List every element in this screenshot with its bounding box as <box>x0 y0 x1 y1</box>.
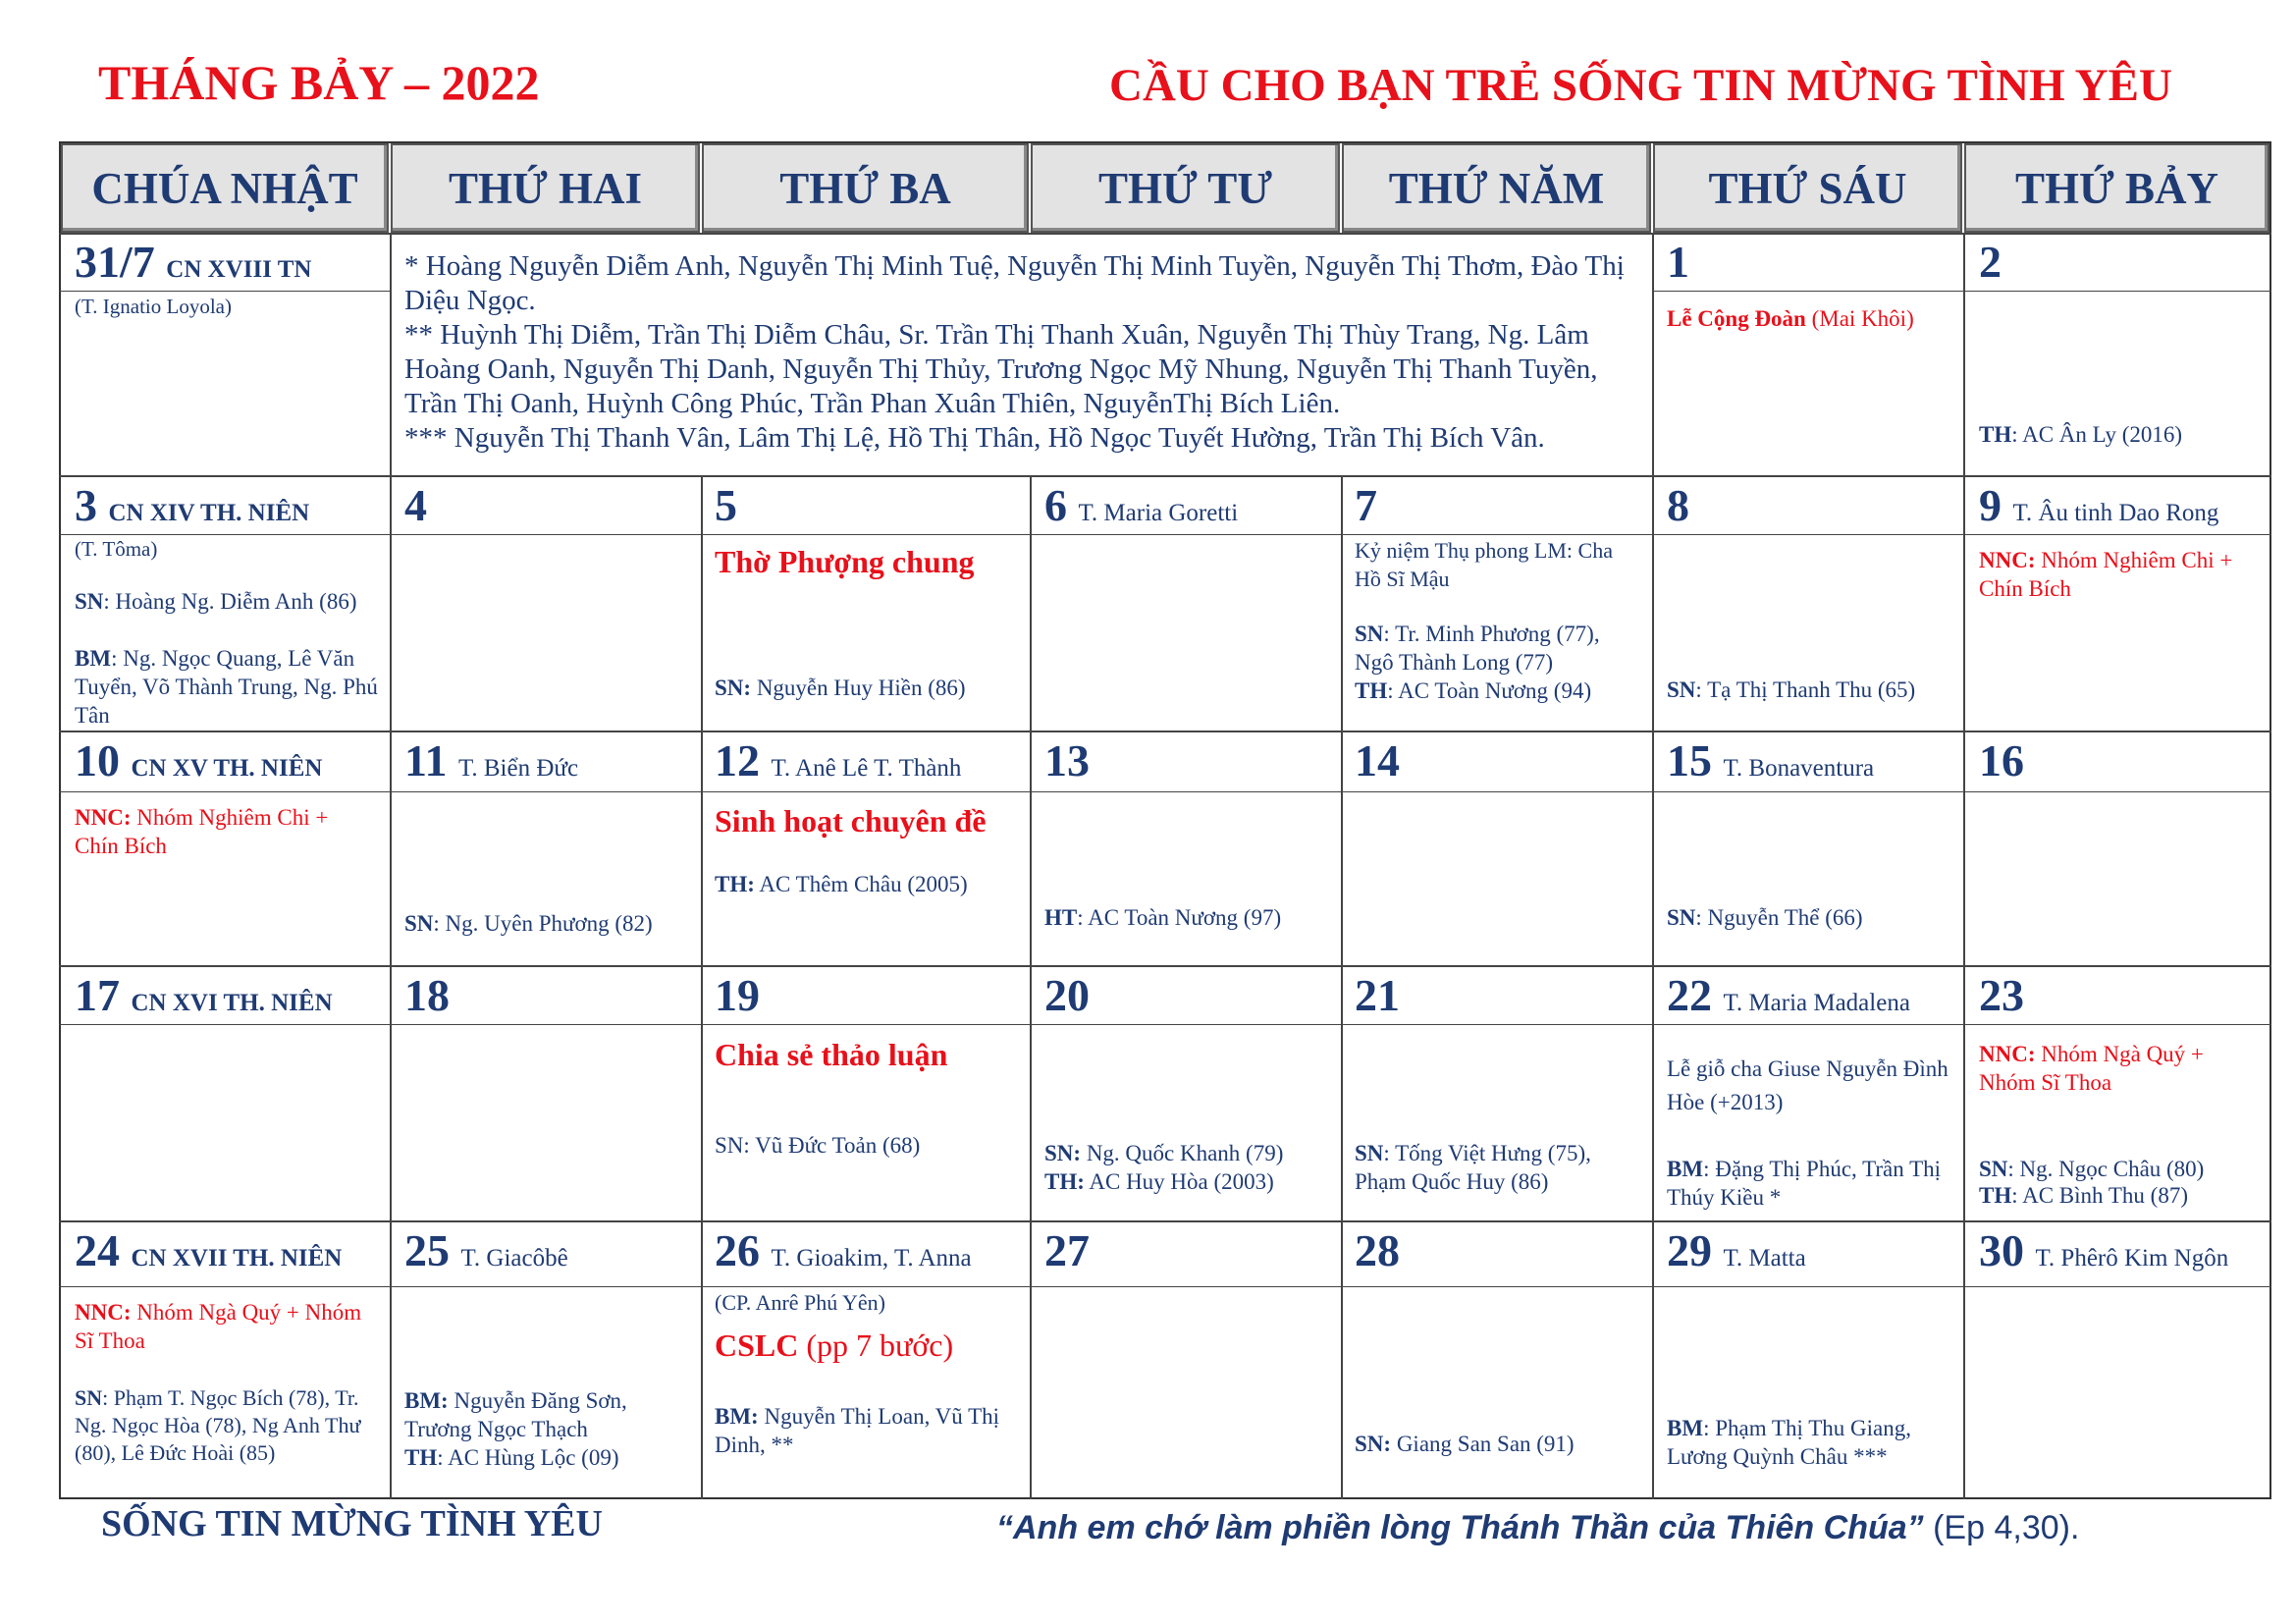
column-separator <box>1030 475 1032 1499</box>
day-3 <box>75 479 309 531</box>
day-26 <box>715 1224 972 1276</box>
note-tag: SN <box>1355 622 1384 646</box>
day-number: 15 <box>1667 735 1712 785</box>
saint-label: T. Biển Đức <box>457 755 579 782</box>
day-number: 25 <box>404 1225 450 1275</box>
note-text: : Nguyễn Thể (66) <box>1695 905 1863 930</box>
event-title: Thờ Phượng chung <box>715 544 975 579</box>
anniversary-note <box>1979 420 2264 449</box>
saint-label: T. Phêrô Kim Ngôn <box>2035 1245 2229 1272</box>
column-separator <box>1652 233 1654 1499</box>
birthday-note <box>75 587 379 616</box>
column-separator <box>1963 233 1965 1499</box>
saint-label: T. Âu tinh Dao Rong <box>2012 500 2219 526</box>
day-14: 14 <box>1355 735 1400 785</box>
note-text: Nhóm Ngà Quý + Nhóm Sĩ Thoa <box>75 1300 362 1353</box>
liturgical-label: CN XV TH. NIÊN <box>131 755 323 782</box>
weekday-mon: THỨ HAI <box>391 143 700 233</box>
day-12 <box>715 734 961 786</box>
weekday-fri: THỨ SÁU <box>1653 143 1962 233</box>
date-band-line <box>59 291 391 292</box>
day-27: 27 <box>1044 1225 1090 1275</box>
quote-text: “Anh em chớ làm phiền lòng Thánh Thần của Thiên Chúa” <box>996 1509 1924 1546</box>
day-9 <box>1979 479 2218 531</box>
note-text: : AC Ân Ly (2016) <box>2011 422 2183 447</box>
event-detail: (pp 7 bước) <box>798 1327 954 1363</box>
note-text: Nguyễn Huy Hiền (86) <box>751 676 966 700</box>
note-text: Nhóm Ngà Quý + Nhóm Sĩ Thoa <box>1979 1042 2204 1095</box>
note-text: : Ng. Uyên Phương (82) <box>433 911 653 936</box>
event-title <box>715 1327 953 1364</box>
members-list <box>404 249 1631 456</box>
day-30 <box>1979 1224 2228 1276</box>
note-text: AC Huy Hòa (2003) <box>1084 1169 1274 1194</box>
bm-note <box>1667 1155 1951 1212</box>
weekday-wed: THỨ TƯ <box>1031 143 1340 233</box>
saint-label: T. Matta <box>1723 1245 1806 1272</box>
list-group-1: * Hoàng Nguyễn Diễm Anh, Nguyễn Thị Minh Tuệ, Nguyễn Thị Minh Tuyền, Nguyễn Thị Thơm, Đào Thị Diệu Ngọc. <box>404 250 1625 316</box>
birthday-note: SN: Vũ Đức Toản (68) <box>715 1133 921 1158</box>
birthday-note <box>1979 1155 2264 1183</box>
day-16: 16 <box>1979 735 2024 785</box>
bm-note <box>1667 1414 1961 1471</box>
day-number: 22 <box>1667 970 1712 1020</box>
note-text: : Phạm T. Ngọc Bích (78), Tr. Ng. Ngọc Hòa (78), Ng Anh Thư (80), Lê Đức Hoài (85) <box>75 1385 361 1465</box>
note-text: : Ng. Ngọc Châu (80) <box>2007 1157 2205 1181</box>
birthday-note <box>1355 1139 1639 1196</box>
ordination-note: Kỷ niệm Thụ phong LM: Cha Hồ Sĩ Mậu <box>1355 538 1613 591</box>
note-tag: TH <box>1979 422 2012 447</box>
saint-label: T. Maria Madalena <box>1723 990 1910 1016</box>
day-31-jul <box>75 236 311 288</box>
note-tag: NNC: <box>75 1300 132 1325</box>
day-18: 18 <box>404 970 450 1020</box>
note-text: Nguyễn Thị Loan, Vũ Thị Dinh, ** <box>715 1404 1000 1457</box>
day-11 <box>404 734 578 786</box>
note-text: Giang San San (91) <box>1391 1432 1575 1456</box>
birthday-note <box>1667 903 1961 932</box>
note-text: Nguyễn Đăng Sơn, Trương Ngọc Thạch <box>404 1388 627 1441</box>
anniversary-note <box>404 1443 699 1472</box>
note-tag: SN: <box>1044 1141 1082 1165</box>
month-title: THÁNG BẢY – 2022 <box>98 55 540 110</box>
note-tag: BM: <box>715 1404 759 1429</box>
note-text: Nhóm Nghiêm Chi + Chín Bích <box>75 805 329 858</box>
footer-slogan: SỐNG TIN MỪNG TÌNH YÊU <box>101 1503 603 1544</box>
memorial-note: Lễ giỗ cha Giuse Nguyễn Đình Hòe (+2013) <box>1667 1056 1949 1114</box>
day-4: 4 <box>404 480 427 530</box>
birthday-note <box>1044 1139 1339 1167</box>
note-tag: TH: <box>715 872 755 896</box>
weekday-tue: THỨ BA <box>702 143 1029 233</box>
day-number: 11 <box>404 735 448 785</box>
note-text: : AC Hùng Lộc (09) <box>437 1445 619 1470</box>
note-text: : Tạ Thị Thanh Thu (65) <box>1695 677 1916 702</box>
note-text: : Tống Việt Hưng (75), Phạm Quốc Huy (86) <box>1355 1141 1591 1194</box>
note-tag: HT <box>1044 905 1078 930</box>
day-28: 28 <box>1355 1225 1400 1275</box>
event-title: Lễ Cộng Đoàn <box>1667 306 1806 331</box>
note-text: : AC Bình Thu (87) <box>2011 1183 2188 1208</box>
day-2: 2 <box>1979 237 2002 287</box>
prayer-group-note <box>75 1298 369 1355</box>
note-text: : Hoàng Ng. Diễm Anh (86) <box>103 589 357 614</box>
day-19: 19 <box>715 970 760 1020</box>
note-tag: SN <box>1667 905 1696 930</box>
birthday-note <box>1355 1430 1639 1458</box>
note-text: AC Thêm Châu (2005) <box>754 872 968 896</box>
note-tag: NNC: <box>75 805 132 830</box>
note-tag: TH: <box>1044 1169 1085 1194</box>
birthday-note <box>1355 620 1639 677</box>
saint-label: (T. Ignatio Loyola) <box>75 295 232 318</box>
prayer-group-note <box>1979 546 2264 603</box>
day-24 <box>75 1224 342 1276</box>
day-1: 1 <box>1667 237 1689 287</box>
day-25 <box>404 1224 568 1276</box>
day-29 <box>1667 1224 1806 1276</box>
day-number: 30 <box>1979 1225 2024 1275</box>
day-22 <box>1667 969 1910 1021</box>
day-number: 26 <box>715 1225 760 1275</box>
saint-label: T. Bonaventura <box>1723 755 1875 782</box>
note-text: : Tr. Minh Phương (77), Ngô Thành Long (77) <box>1355 622 1600 675</box>
day-6 <box>1044 479 1238 531</box>
birthday-note <box>1667 676 1961 704</box>
anniversary-note <box>1355 677 1639 705</box>
liturgical-label: CN XVI TH. NIÊN <box>131 990 333 1016</box>
note-tag: BM: <box>404 1388 449 1413</box>
weekday-sat: THỨ BẢY <box>1964 143 2269 233</box>
liturgical-label: CN XIV TH. NIÊN <box>108 500 310 526</box>
note-tag: SN <box>404 911 434 936</box>
event-detail: (Mai Khôi) <box>1805 306 1914 331</box>
day-number: 3 <box>75 480 97 530</box>
day-number: 9 <box>1979 480 2002 530</box>
bm-note <box>715 1402 1029 1459</box>
day-number: 17 <box>75 970 120 1020</box>
note-text: : Phạm Thị Thu Giang, Lương Quỳnh Châu *** <box>1667 1416 1911 1469</box>
note-text: : Đặng Thị Phúc, Trần Thị Thúy Kiều * <box>1667 1157 1942 1210</box>
day-number: 12 <box>715 735 760 785</box>
day-7: 7 <box>1355 480 1377 530</box>
liturgical-label: CN XVII TH. NIÊN <box>131 1245 343 1272</box>
day-number: 10 <box>75 735 120 785</box>
anniversary-note <box>1044 1167 1339 1196</box>
saint-label: T. Anê Lê T. Thành <box>771 755 962 782</box>
date-band-line <box>1653 291 2271 292</box>
note-tag: SN <box>1355 1141 1384 1165</box>
column-separator <box>701 475 703 1499</box>
note-text: : Ng. Ngọc Quang, Lê Văn Tuyển, Võ Thành Trung, Ng. Phú Tân <box>75 646 378 728</box>
footer-quote <box>996 1509 2079 1547</box>
note-tag: TH <box>1979 1183 2012 1208</box>
note-tag: SN <box>1667 677 1696 702</box>
quote-reference: (Ep 4,30). <box>1923 1509 2080 1546</box>
liturgical-label: CN XVIII TN <box>166 256 312 283</box>
saint-label: T. Gioakim, T. Anna <box>771 1245 972 1272</box>
weekday-thu: THỨ NĂM <box>1342 143 1651 233</box>
note-text: : AC Toàn Nương (94) <box>1387 678 1592 703</box>
birthday-note <box>715 674 1029 702</box>
day-5: 5 <box>715 480 737 530</box>
note-text: Ng. Quốc Khanh (79) <box>1081 1141 1284 1165</box>
list-group-2: ** Huỳnh Thị Diễm, Trần Thị Diễm Châu, Sr. Trần Thị Thanh Xuân, Nguyễn Thị Thùy Trang, Ng. Lâm Hoàng Oanh, Nguyễn Thị Danh, Nguyễn Thị Thủy, Trương Ngọc Mỹ Nhung, Nguyễn Thị Thanh Tuyền, Trần Thị Oanh, Huỳnh Công Phúc, Trần Phan Xuân Thiên, NguyễnThị Bích Liên. <box>404 319 1598 419</box>
bm-note <box>75 644 379 730</box>
list-group-3: *** Nguyễn Thị Thanh Vân, Lâm Thị Lệ, Hồ Thị Thân, Hồ Ngọc Tuyết Hường, Trần Thị Bích Vân. <box>404 422 1545 454</box>
anniversary-note <box>715 870 1029 898</box>
saint-label: T. Giacôbê <box>460 1245 568 1272</box>
column-separator <box>1341 475 1343 1499</box>
note-tag: TH <box>404 1445 438 1470</box>
note-tag: SN <box>75 1385 103 1410</box>
note-text: Nhóm Nghiêm Chi + Chín Bích <box>1979 548 2233 601</box>
day-15 <box>1667 734 1874 786</box>
note-tag: SN <box>75 589 104 614</box>
event-note <box>1667 304 1961 333</box>
note-tag: SN: <box>715 676 752 700</box>
note-tag: BM <box>1667 1416 1704 1440</box>
bm-note <box>404 1386 699 1443</box>
saint-label: (T. Tôma) <box>75 537 158 561</box>
note-tag: NNC: <box>1979 548 2036 572</box>
prayer-group-note <box>1979 1040 2264 1097</box>
prayer-group-note <box>75 803 369 860</box>
theme-title: CẦU CHO BẠN TRẺ SỐNG TIN MỪNG TÌNH YÊU <box>1109 60 2172 111</box>
note-tag: BM <box>1667 1157 1704 1181</box>
day-20: 20 <box>1044 970 1090 1020</box>
day-8: 8 <box>1667 480 1689 530</box>
event-title: Chia sẻ thảo luận <box>715 1037 948 1072</box>
note-text: : AC Toàn Nương (97) <box>1077 905 1282 930</box>
day-23: 23 <box>1979 970 2024 1020</box>
column-separator <box>390 233 392 1499</box>
note-tag: BM <box>75 646 112 671</box>
day-17 <box>75 969 333 1021</box>
day-number: 31/7 <box>75 237 155 287</box>
note-tag: SN <box>1979 1157 2008 1181</box>
day-number: 24 <box>75 1225 120 1275</box>
birthday-note <box>75 1384 379 1467</box>
day-number: 6 <box>1044 480 1067 530</box>
birthday-note <box>404 909 699 938</box>
day-13: 13 <box>1044 735 1090 785</box>
note-tag: NNC: <box>1979 1042 2036 1066</box>
day-10 <box>75 734 322 786</box>
saint-label: T. Maria Goretti <box>1078 500 1239 526</box>
event-name: CSLC <box>715 1327 799 1363</box>
note-tag: SN: <box>1355 1432 1392 1456</box>
event-title: Sinh hoạt chuyên đề <box>715 803 987 839</box>
anniversary-note <box>1979 1181 2264 1210</box>
day-number: 29 <box>1667 1225 1712 1275</box>
ht-note <box>1044 903 1339 932</box>
note-tag: TH <box>1355 678 1388 703</box>
day-21: 21 <box>1355 970 1400 1020</box>
saint-note: (CP. Anrê Phú Yên) <box>715 1290 885 1315</box>
weekday-sun: CHÚA NHẬT <box>61 143 389 233</box>
